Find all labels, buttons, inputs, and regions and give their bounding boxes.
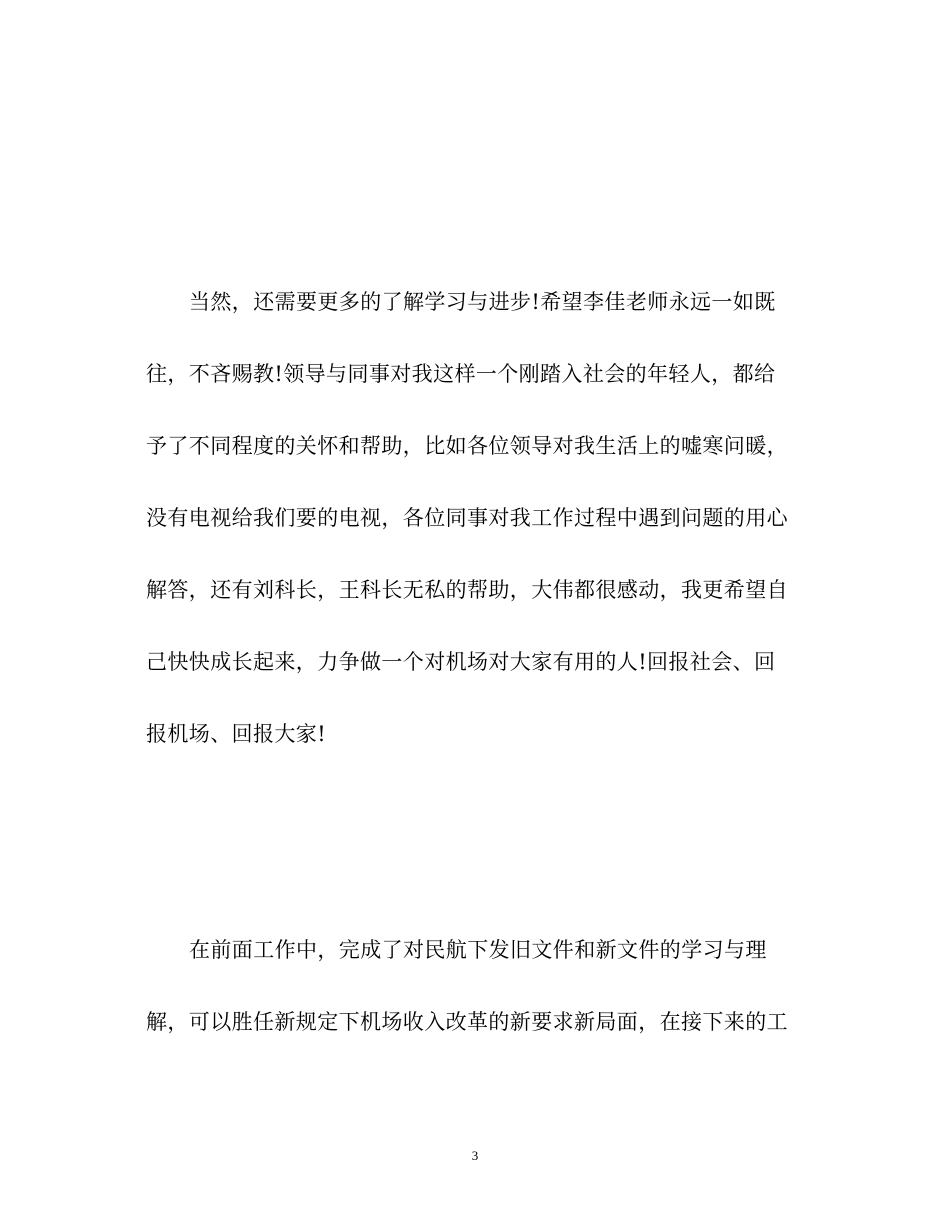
paragraph-line: 己快快成长起来，力争做一个对机场对大家有用的人!回报社会、回 bbox=[146, 650, 776, 674]
paragraph-line: 在前面工作中，完成了对民航下发旧文件和新文件的学习与理 bbox=[189, 938, 767, 962]
paragraph-line: 往，不吝赐教!领导与同事对我这样一个刚踏入社会的年轻人，都给 bbox=[146, 362, 776, 386]
paragraph-line: 报机场、回报大家! bbox=[146, 722, 327, 746]
paragraph-line: 解答，还有刘科长，王科长无私的帮助，大伟都很感动，我更希望自 bbox=[146, 578, 788, 602]
paragraph-line: 予了不同程度的关怀和帮助，比如各位领导对我生活上的嘘寒问暖， bbox=[146, 434, 788, 458]
page-number: 3 bbox=[471, 1148, 479, 1163]
paragraph-line: 没有电视给我们要的电视，各位同事对我工作过程中遇到问题的用心 bbox=[146, 506, 788, 530]
paragraph-line: 当然，还需要更多的了解学习与进步!希望李佳老师永远一如既 bbox=[189, 290, 776, 314]
paragraph-line: 解，可以胜任新规定下机场收入改革的新要求新局面，在接下来的工 bbox=[146, 1010, 788, 1034]
